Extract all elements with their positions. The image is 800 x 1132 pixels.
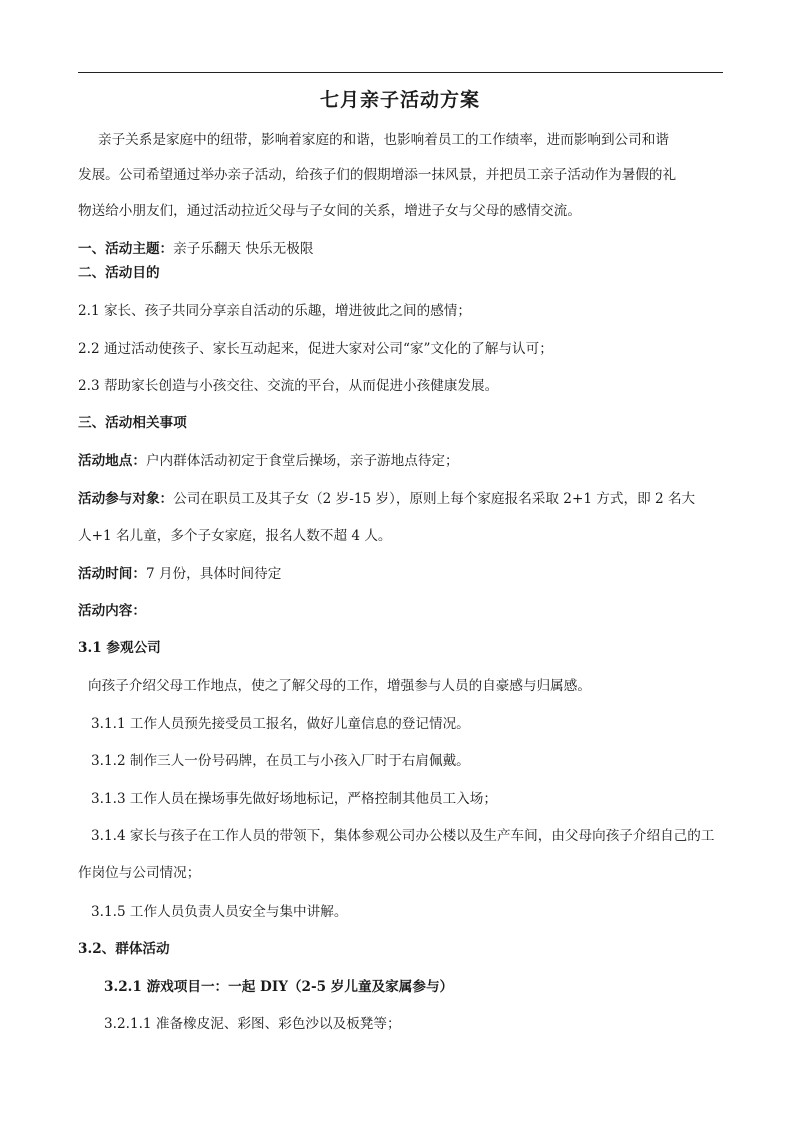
time-label: 活动时间：: [78, 566, 146, 582]
intro-line-2: 发展。公司希望通过举办亲子活动，给孩子们的假期增添一抹风景，并把员工亲子活动作为暑假的礼: [78, 167, 677, 183]
location-line: [78, 452, 459, 470]
time-line: [78, 565, 281, 583]
intro-line-1: 亲子关系是家庭中的纽带，影响着家庭的和谐，也影响着员工的工作绩率，进而影响到公司和谐: [98, 132, 669, 148]
section1-line: [78, 240, 313, 258]
participants-line-1: [78, 490, 695, 508]
section2-item-3: 2.3 帮助家长创造与小孩交往、交流的平台，从而促进小孩健康发展。: [78, 378, 499, 394]
section1-label: 一、活动主题：: [78, 241, 174, 257]
participants-line-2: 人+1 名儿童，多个子女家庭，报名人数不超 4 人。: [78, 528, 392, 544]
sub31-intro: 向孩子介绍父母工作地点，使之了解父母的工作，增强参与人员的自豪感与归属感。: [88, 678, 591, 694]
participants-text: 公司在职员工及其子女（2 岁-15 岁），原则上每个家庭报名采取 2+1 方式，即 2 名大: [173, 491, 696, 507]
section1-text: 亲子乐翻天 快乐无极限: [173, 241, 314, 257]
sub31-item-3: 3.1.3 工作人员在操场事先做好场地标记，严格控制其他员工入场；: [91, 791, 497, 807]
sub32-heading: 3.2、群体活动: [78, 941, 170, 957]
time-text: 7 月份，具体时间待定: [145, 566, 282, 582]
sub31-item-5: 3.1.5 工作人员负责人员安全与集中讲解。: [91, 904, 348, 920]
sub31-heading: 3.1 参观公司: [78, 640, 161, 656]
location-label: 活动地点：: [78, 453, 146, 469]
content-label: 活动内容：: [78, 603, 146, 619]
participants-label: 活动参与对象：: [78, 491, 174, 507]
section3-heading: 三、活动相关事项: [78, 415, 187, 431]
document-title: 七月亲子活动方案: [319, 89, 480, 111]
sub32-game1-item1: 3.2.1.1 准备橡皮泥、彩图、彩色沙以及板凳等；: [104, 1016, 401, 1032]
sub31-item-2: 3.1.2 制作三人一份号码牌，在员工与小孩入厂时于右肩佩戴。: [91, 753, 470, 769]
sub31-item-1: 3.1.1 工作人员预先接受员工报名，做好儿童信息的登记情况。: [91, 716, 470, 732]
section2-item-1: 2.1 家长、孩子共同分享亲自活动的乐趣，增进彼此之间的感情；: [78, 303, 471, 319]
sub31-item-4-cont: 作岗位与公司情况；: [78, 865, 201, 881]
sub31-item-4: 3.1.4 家长与孩子在工作人员的带领下，集体参观公司办公楼以及生产车间，由父母向孩子介绍自己的工: [91, 828, 715, 844]
section2-item-2: 2.2 通过活动使孩子、家长互动起来，促进大家对公司“家”文化的了解与认可；: [78, 341, 553, 357]
location-text: 户内群体活动初定于食堂后操场，亲子游地点待定；: [145, 453, 459, 469]
header-rule: [78, 72, 723, 73]
sub32-game1: 3.2.1 游戏项目一：一起 DIY（2-5 岁儿童及家属参与）: [104, 979, 454, 995]
section2-heading: 二、活动目的: [78, 265, 160, 281]
intro-line-3: 物送给小朋友们，通过活动拉近父母与子女间的关系，增进子女与父母的感情交流。: [78, 203, 581, 219]
